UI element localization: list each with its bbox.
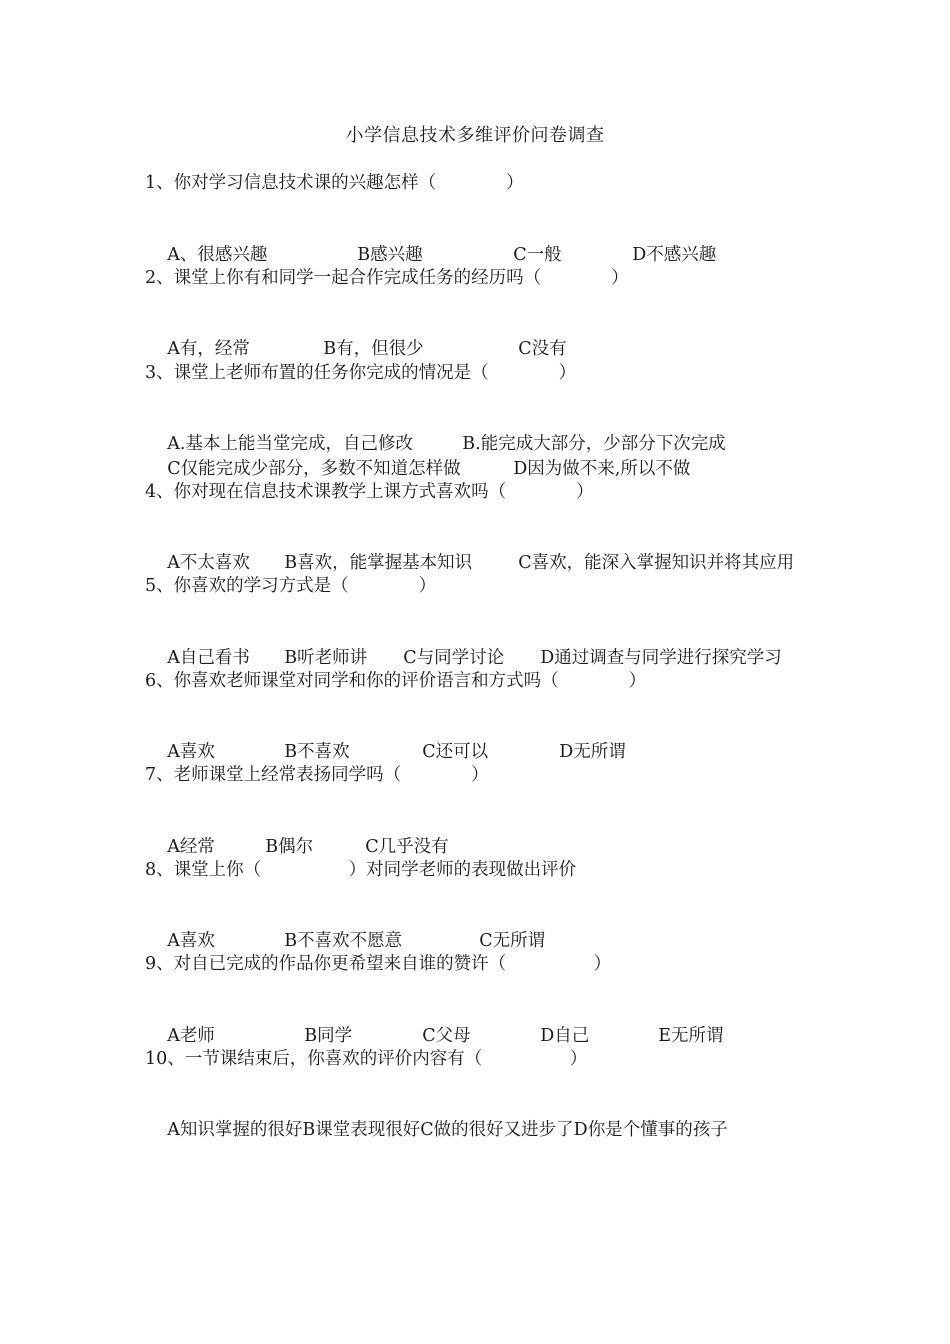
option-d: D无所谓 bbox=[559, 742, 626, 762]
option-c: C仅能完成少部分，多数不知道怎样做 bbox=[167, 459, 461, 479]
question-10: 10、一节课结束后，你喜欢的评价内容有（ ） bbox=[145, 1049, 588, 1069]
option-a: A喜欢 bbox=[167, 742, 215, 762]
option-a: A自己看书 bbox=[167, 648, 250, 668]
option-e: E无所谓 bbox=[658, 1026, 724, 1046]
option-d: D通过调查与同学进行探究学习 bbox=[540, 648, 782, 668]
option-b: B听老师讲 bbox=[284, 648, 368, 668]
option-b: B有，但很少 bbox=[323, 339, 424, 359]
option-b: B不喜欢 bbox=[284, 742, 350, 762]
option-a: A不太喜欢 bbox=[167, 553, 250, 573]
option-c: C无所谓 bbox=[479, 931, 546, 951]
option-d: D你是个懂事的孩子 bbox=[573, 1120, 728, 1140]
option-b: B课堂表现很好 bbox=[302, 1120, 421, 1140]
page-title: 小学信息技术多维评价问卷调查 bbox=[345, 125, 605, 146]
option-c: C几乎没有 bbox=[365, 837, 449, 857]
option-b: B不喜欢不愿意 bbox=[284, 931, 403, 951]
option-c: C父母 bbox=[422, 1026, 471, 1046]
option-c: C做的很好又进步了 bbox=[420, 1120, 574, 1140]
option-b: B.能完成大部分，少部分下次完成 bbox=[462, 434, 726, 454]
option-a: A、很感兴趣 bbox=[167, 245, 268, 265]
option-b: B感兴趣 bbox=[357, 245, 423, 265]
option-b: B喜欢，能掌握基本知识 bbox=[284, 553, 473, 573]
question-4: 4、你对现在信息技术课教学上课方式喜欢吗（ ） bbox=[145, 482, 594, 502]
option-a: A.基本上能当堂完成，自己修改 bbox=[167, 434, 413, 454]
question-3: 3、课堂上老师布置的任务你完成的情况是（ ） bbox=[145, 363, 577, 383]
option-d: D因为做不来,所以不做 bbox=[513, 459, 691, 479]
option-a: A经常 bbox=[167, 837, 215, 857]
option-c: C没有 bbox=[518, 339, 567, 359]
question-8: 8、课堂上你（ ）对同学老师的表现做出评价 bbox=[145, 860, 577, 880]
question-9: 9、对自已完成的作品你更希望来自谁的赞许（ ） bbox=[145, 954, 612, 974]
question-10-options bbox=[145, 1094, 728, 1166]
option-a: A喜欢 bbox=[167, 931, 215, 951]
option-b: B同学 bbox=[304, 1026, 353, 1046]
question-1: 1、你对学习信息技术课的兴趣怎样（ ） bbox=[145, 173, 524, 193]
option-b: B偶尔 bbox=[265, 837, 314, 857]
option-d: D不感兴趣 bbox=[632, 245, 717, 265]
option-c: C一般 bbox=[513, 245, 562, 265]
question-7: 7、老师课堂上经常表扬同学吗（ ） bbox=[145, 765, 489, 785]
question-2: 2、课堂上你有和同学一起合作完成任务的经历吗（ ） bbox=[145, 268, 629, 288]
question-6: 6、你喜欢老师课堂对同学和你的评价语言和方式吗（ ） bbox=[145, 671, 647, 691]
option-a: A有，经常 bbox=[167, 339, 250, 359]
option-a: A知识掌握的很好 bbox=[167, 1120, 303, 1140]
option-a: A老师 bbox=[167, 1026, 215, 1046]
option-c: C与同学讨论 bbox=[403, 648, 505, 668]
question-5: 5、你喜欢的学习方式是（ ） bbox=[145, 576, 437, 596]
option-c: C还可以 bbox=[422, 742, 489, 762]
option-d: D自己 bbox=[540, 1026, 590, 1046]
option-c: C喜欢，能深入掌握知识并将其应用 bbox=[518, 553, 795, 573]
